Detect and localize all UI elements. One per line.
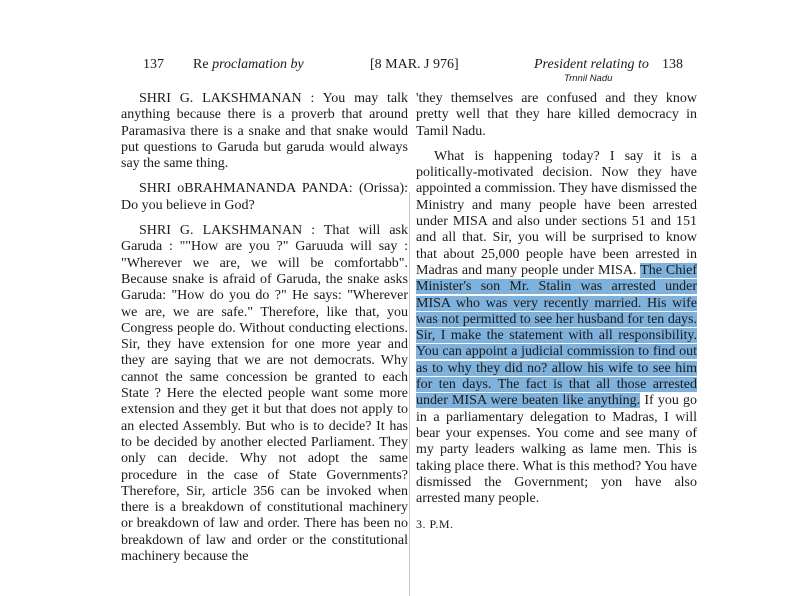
left-column (121, 91, 408, 565)
header-date: [8 MAR. J 976] (370, 57, 459, 72)
left-paragraph-3: SHRI G. LAKSHMANAN : That will ask Garuda : ""How are you ?" Garuuda will say : "Wherever we are, we will be comfortabb". Because snake is afraid of Garuda, the snake asks Garuda: "How do you do ?" He says: "Wherever we are, we are safe." Therefore, like that, you Congress people do. Without conducting elections. Sir, they have extension for one more year and they are saying that we are not democrats. Why cannot the same concession be granted to each State ? Here the elected people want some more extension and they get it but that does not apply to an elected Assembly. But who is to decide? It has to be decided by another elected Parliament. They only can decide. Why not adopt the same procedure in the case of State Governments? Therefore, Sir, article 356 can be invoked when there is a breakdown of constitutional machinery or breakdown of law and order. There has been no breakdown of law and order or the constitutional machinery because the (121, 223, 408, 565)
paragraph-text-before: What is happening today? I say it is a politically-motivated decision. Now they have appointed a commission. They have dismissed the Ministry and many people have been arrested under MISA and also under sections 51 and 151 and all that. Sir, you will be surprised to know that about 25,000 people have been arrested in Madras and many people under MISA. (416, 148, 697, 278)
right-paragraph-2[interactable] (416, 149, 697, 508)
column-divider (409, 192, 410, 596)
header-title-prefix: Re (193, 57, 213, 72)
left-paragraph-2: SHRI oBRAHMANANDA PANDA: (Orissa): Do you believe in God? (121, 181, 408, 213)
page-number-left: 137 (143, 57, 164, 72)
header-title (193, 57, 304, 73)
header-subtitle: Trnnil Nadu (564, 73, 613, 84)
page-header (0, 57, 792, 87)
right-paragraph-1: 'they themselves are confused and they know pretty well that they hare killed democracy in Tamil Nadu. (416, 91, 697, 139)
page-number-right: 138 (662, 57, 683, 72)
header-right-title: President relating to (534, 57, 649, 72)
left-paragraph-1: SHRI G. LAKSHMANAN : You may talk anything because there is a proverb that around Paramasiva there is a snake and that snake would put questions to Garuda but garuda would always say the same thing. (121, 91, 408, 172)
header-title-italic: proclamation by (212, 57, 304, 72)
time-marker: 3. P.M. (416, 517, 454, 532)
text-selection-highlight[interactable]: The Chief Minister's son Mr. Stalin was arrested under MISA who was very recently married. His wife was not permitted to see her husband for ten days. Sir, I make the statement with all responsibility. You can appoint a judicial commission to find out as to why they did no? allow his wife to see him for ten days. The fact is that all those arrested under MISA were beaten like anything. (416, 262, 697, 409)
right-column (416, 91, 697, 533)
paragraph-text-after: If you go in a parliamentary delegation to Madras, I will bear your expenses. You come and see many of my party leaders walking as lame men. This is taking place there. What is this method? You have dismissed the Government; yon have also arrested many people. (416, 393, 697, 507)
